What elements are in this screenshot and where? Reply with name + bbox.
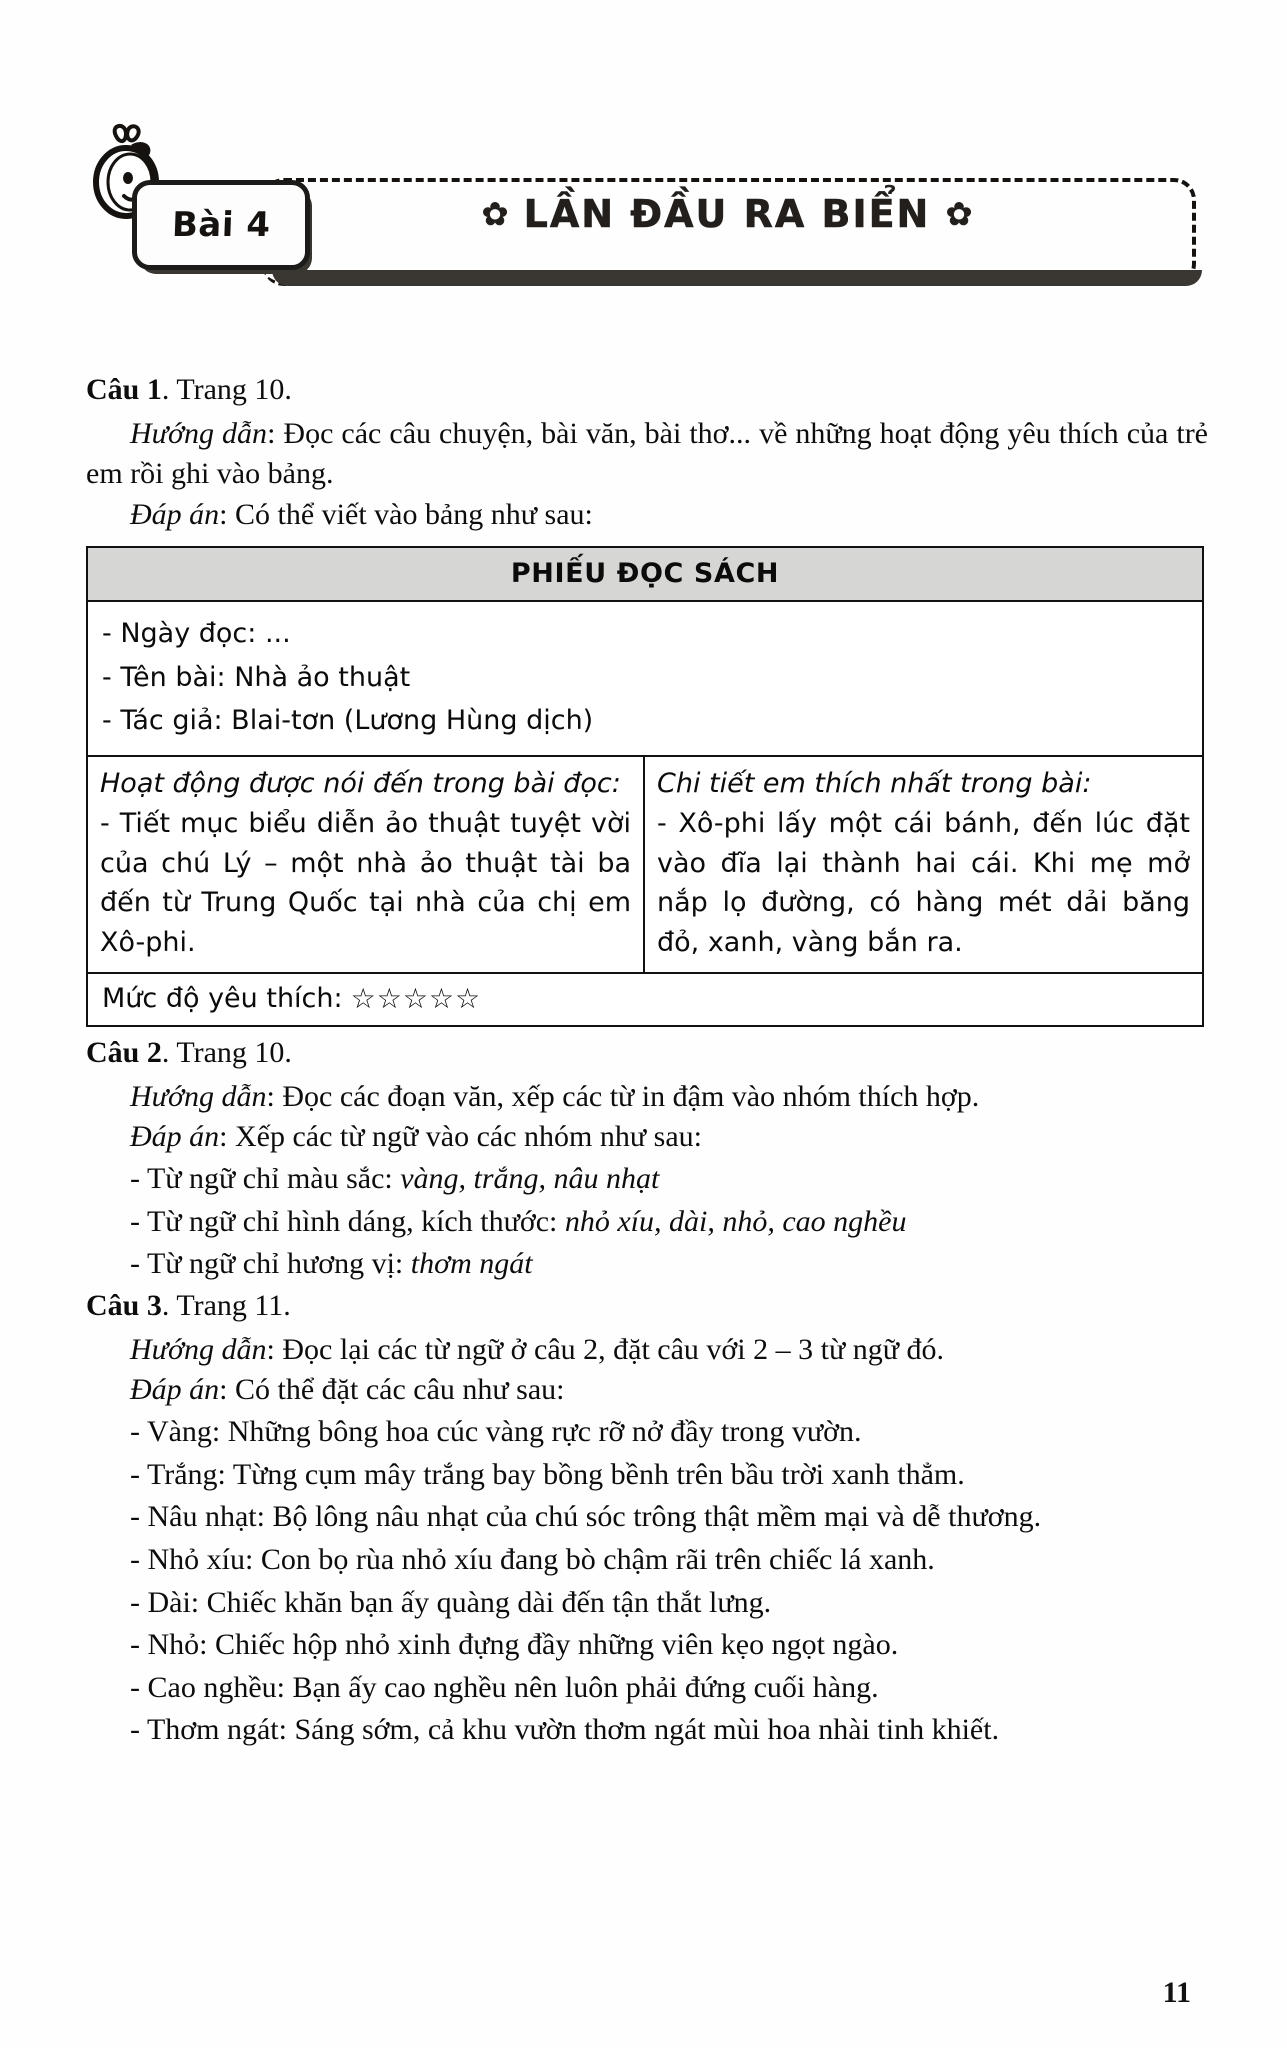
list-item	[86, 1411, 1208, 1454]
list-item-lead: - Cao nghều: Bạn ấy cao nghều nên luôn phải đứng cuối hàng.	[130, 1670, 879, 1704]
list-item-lead: - Nhỏ: Chiếc hộp nhỏ xinh đựng đầy những viên kẹo ngọt ngào.	[130, 1628, 899, 1662]
list-item	[86, 1496, 1208, 1539]
question-pageref-1: Trang 10.	[176, 373, 292, 406]
question-answer-1	[86, 495, 1208, 536]
list-item-lead: - Từ ngữ chỉ màu sắc:	[130, 1162, 401, 1196]
list-item	[86, 1582, 1208, 1625]
list-item	[86, 1709, 1208, 1752]
list-item-emph: vàng, trắng, nâu nhạt	[400, 1162, 660, 1196]
answer-label-2: Đáp án	[130, 1120, 220, 1154]
list-item	[86, 1624, 1208, 1667]
reading-card-field-date: - Ngày đọc: ...	[102, 617, 291, 649]
question-number-3: Câu 3	[86, 1289, 162, 1323]
list-item	[86, 1201, 1208, 1244]
reading-card-rating-row	[88, 974, 1202, 1025]
question-number-1: Câu 1	[86, 373, 162, 406]
guide-text-1: : Đọc các câu chuyện, bài văn, bài thơ... về những hoạt động yêu thích của trẻ em rồi ghi vào bảng.	[86, 416, 1208, 491]
guide-label-1: Hướng dẫn	[130, 416, 268, 450]
lesson-title-text: LẦN ĐẦU RA BIỂN	[523, 192, 931, 236]
page-content	[86, 370, 1208, 1752]
answer-text-1: : Có thể viết vào bảng như sau:	[219, 498, 593, 532]
reading-card-column-activity	[88, 757, 645, 972]
reading-card-field-title: - Tên bài: Nhà ảo thuật	[102, 661, 411, 693]
page-title	[262, 192, 1192, 236]
list-item-lead: - Trắng: Từng cụm mây trắng bay bồng bềnh trên bầu trời xanh thẳm.	[130, 1457, 965, 1491]
list-item	[86, 1539, 1208, 1582]
question-pageref-3: Trang 11.	[176, 1289, 291, 1323]
list-item-lead: - Từ ngữ chỉ hương vị:	[130, 1247, 411, 1281]
answer-text-2: : Xếp các từ ngữ vào các nhóm như sau:	[219, 1120, 702, 1154]
reading-card-columns	[88, 757, 1202, 974]
question-pageref-2-sep: .	[161, 1036, 177, 1070]
reading-card-column-favourite	[645, 757, 1202, 972]
question-number-2: Câu 2	[86, 1036, 162, 1070]
lesson-badge-label: Bài 4	[171, 205, 271, 245]
question-heading-3	[86, 1286, 1208, 1326]
flower-ornament-right-icon: ✿	[945, 195, 973, 233]
list-item-lead: - Nhỏ xíu: Con bọ rùa nhỏ xíu đang bò chậm rãi trên chiếc lá xanh.	[130, 1543, 935, 1576]
lesson-badge	[132, 180, 312, 270]
reading-card-title: PHIẾU ĐỌC SÁCH	[88, 548, 1202, 602]
question-pageref-2: Trang 10.	[176, 1036, 292, 1070]
reading-card-fields	[88, 602, 1202, 757]
lesson-header	[86, 108, 1196, 340]
question-pageref-3-sep: .	[161, 1289, 177, 1323]
page-number: 11	[1162, 1976, 1191, 2009]
list-item	[86, 1454, 1208, 1497]
question-answer-3	[86, 1370, 1208, 1411]
guide-label-3: Hướng dẫn	[130, 1332, 267, 1366]
guide-label-2: Hướng dẫn	[130, 1079, 267, 1113]
question-guide-3	[86, 1330, 1208, 1371]
list-item-lead: - Từ ngữ chỉ hình dáng, kích thước:	[130, 1204, 565, 1238]
guide-text-3: : Đọc lại các từ ngữ ở câu 2, đặt câu với 2 – 3 từ ngữ đó.	[266, 1332, 944, 1366]
list-item-lead: - Thơm ngát: Sáng sớm, cả khu vườn thơm ngát mùi hoa nhài tinh khiết.	[130, 1713, 1000, 1747]
lesson-title-frame-shadow	[272, 270, 1202, 286]
list-item	[86, 1243, 1208, 1286]
answer-label-3: Đáp án	[130, 1373, 220, 1407]
question-heading-2	[86, 1033, 1208, 1073]
reading-card-table	[86, 546, 1204, 1027]
rating-label: Mức độ yêu thích:	[102, 983, 343, 1015]
question-guide-2	[86, 1077, 1208, 1118]
list-item-lead: - Dài: Chiếc khăn bạn ấy quàng dài đến tận thắt lưng.	[130, 1585, 772, 1619]
question-heading-1	[86, 370, 1208, 410]
lesson-badge-box	[132, 180, 310, 270]
reading-card-favourite-body: - Xô-phi lấy một cái bánh, đến lúc đặt vào đĩa lại thành hai cái. Khi mẹ mở nắp lọ đường, có hàng mét dải băng đỏ, xanh, vàng bắn ra.	[657, 808, 1190, 958]
flower-ornament-left-icon: ✿	[481, 195, 509, 233]
answer-text-3: : Có thể đặt các câu như sau:	[219, 1373, 565, 1407]
list-item-emph: nhỏ xíu, dài, nhỏ, cao nghều	[564, 1204, 907, 1238]
star-rating-icon: ☆☆☆☆☆	[350, 981, 482, 1015]
reading-card-activity-heading: Hoạt động được nói đến trong bài đọc:	[100, 768, 621, 800]
guide-text-2: : Đọc các đoạn văn, xếp các từ in đậm vào nhóm thích hợp.	[266, 1079, 980, 1113]
reading-card-favourite-heading: Chi tiết em thích nhất trong bài:	[657, 768, 1092, 800]
question-pageref-1-sep: .	[161, 373, 177, 406]
reading-card-activity-body: - Tiết mục biểu diễn ảo thuật tuyệt vời của chú Lý – một nhà ảo thuật tài ba đến từ Trung Quốc tại nhà của chị em Xô-phi.	[100, 808, 631, 958]
list-item-lead: - Vàng: Những bông hoa cúc vàng rực rỡ nở đầy trong vườn.	[130, 1415, 862, 1449]
list-item-emph: thơm ngát	[410, 1247, 533, 1281]
list-item	[86, 1158, 1208, 1201]
list-item	[86, 1667, 1208, 1710]
answer-label-1: Đáp án	[130, 498, 220, 532]
list-item-lead: - Nâu nhạt: Bộ lông nâu nhạt của chú sóc trông thật mềm mại và dễ thương.	[130, 1500, 1042, 1534]
reading-card-field-author: - Tác giả: Blai-tơn (Lương Hùng dịch)	[102, 705, 594, 737]
question-answer-2	[86, 1117, 1208, 1158]
question-guide-1	[86, 414, 1208, 496]
